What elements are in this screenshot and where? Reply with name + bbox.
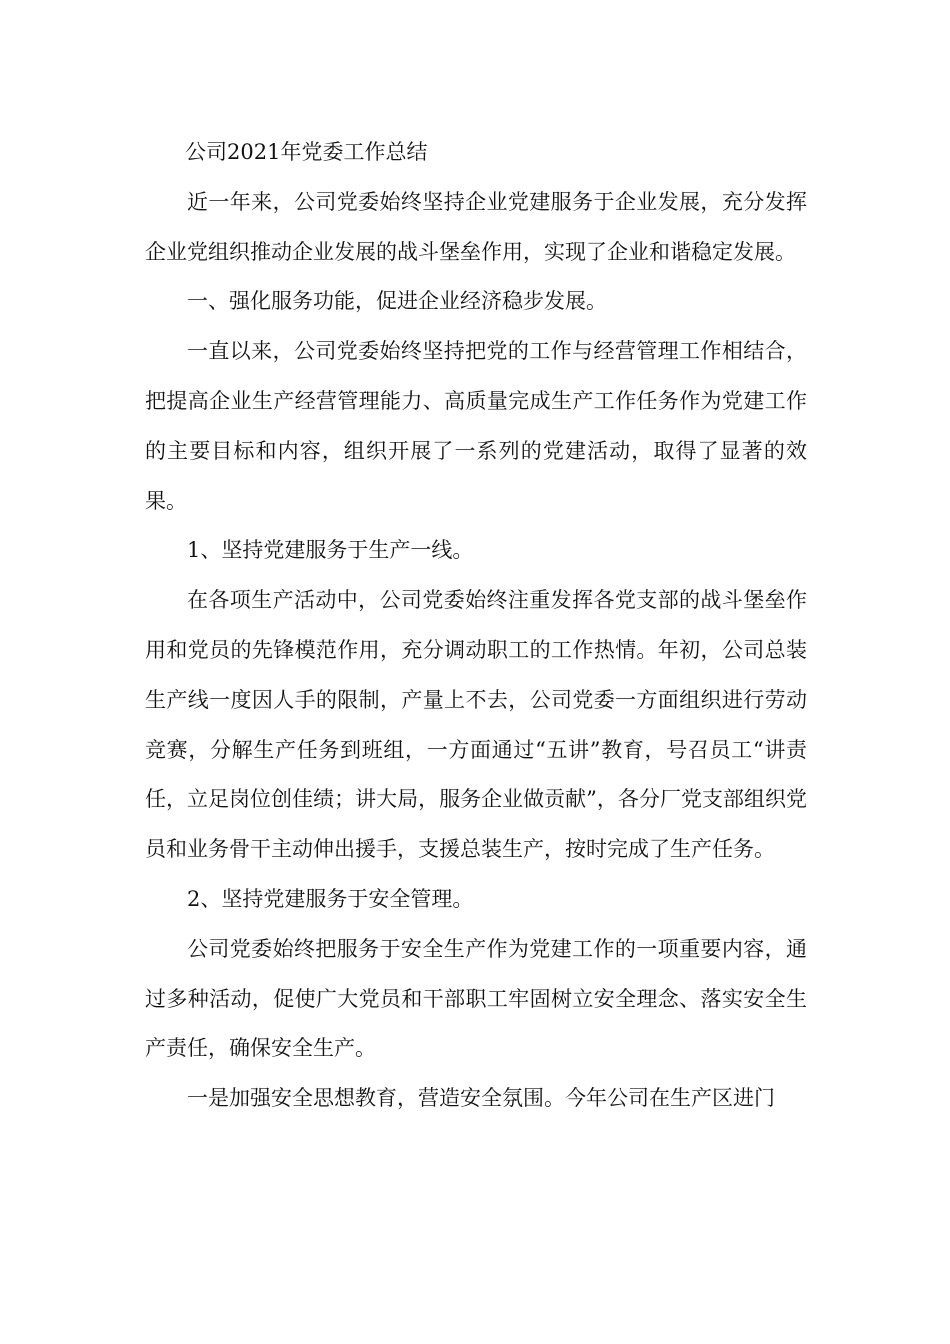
paragraph-safety-education: 一是加强安全思想教育，营造安全氛围。今年公司在生产区进门: [187, 1086, 775, 1111]
subsection-heading-1: 1、坚持党建服务于生产一线。: [187, 538, 474, 563]
paragraph-production: 在各项生产活动中，公司党委始终注重发挥各党支部的战斗堡垒作用和党员的先锋模范作用，充分调动职工的工作热情。年初，公司总装生产线一度因人手的限制，产量上不去，公司党委一方面组织进行劳动竞赛，分解生产任务到班组，一方面通过“五讲”教育，号召员工“讲责任，立足岗位创佳绩；讲大局，服务企业做贡献”，各分厂党支部组织党员和业务骨干主动伸出援手，支援总装生产，按时完成了生产任务。: [145, 588, 807, 862]
paragraph-safety: 公司党委始终把服务于安全生产作为党建工作的一项重要内容，通过多种活动，促使广大党员和干部职工牢固树立安全理念、落实安全生产责任，确保安全生产。: [145, 936, 807, 1061]
document-body: [145, 128, 807, 1124]
subsection-heading-2: 2、坚持党建服务于安全管理。: [187, 886, 474, 911]
document-title: 公司2021年党委工作总结: [185, 140, 428, 164]
paragraph-section-1: 一直以来，公司党委始终坚持把党的工作与经营管理工作相结合，把提高企业生产经营管理能力、高质量完成生产工作任务作为党建工作的主要目标和内容，组织开展了一系列的党建活动，取得了显著的效果。: [145, 339, 807, 513]
section-heading-1: 一、强化服务功能，促进企业经济稳步发展。: [187, 289, 607, 314]
paragraph-intro: 近一年来，公司党委始终坚持企业党建服务于企业发展，充分发挥企业党组织推动企业发展的战斗堡垒作用，实现了企业和谐稳定发展。: [145, 189, 807, 264]
